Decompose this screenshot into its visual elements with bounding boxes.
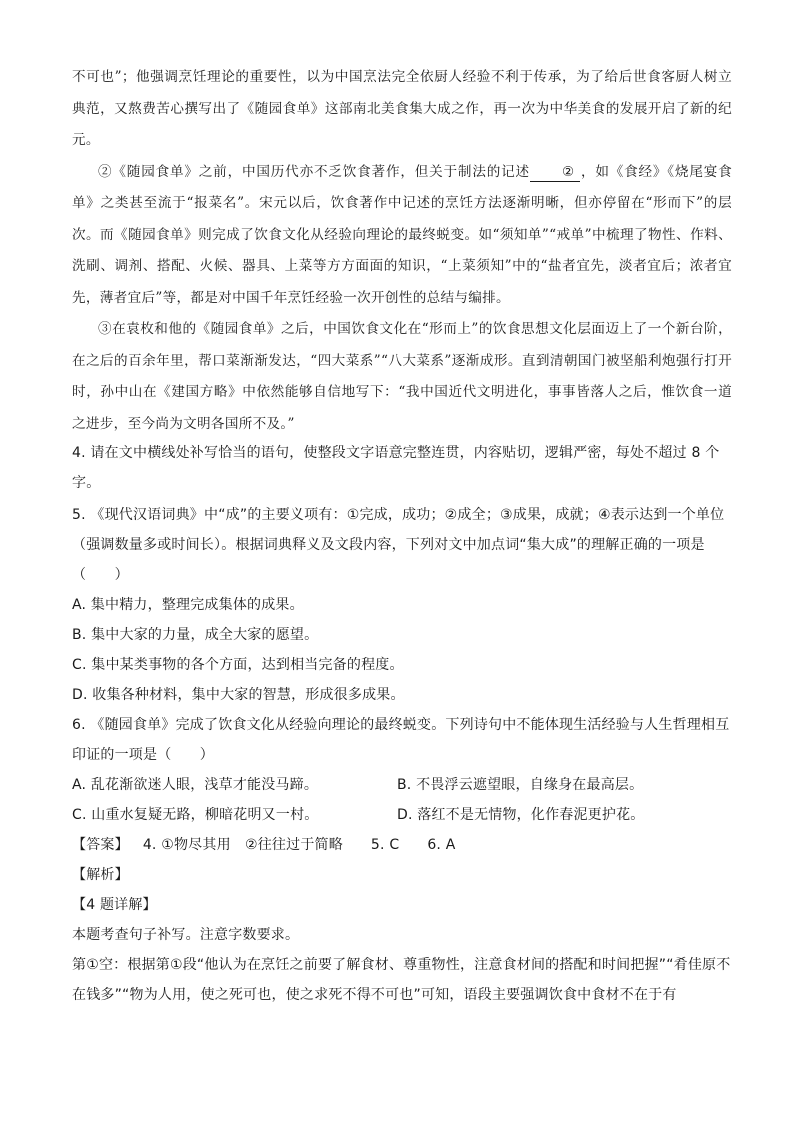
question-5-stem: 5. 《现代汉语词典》中“成”的主要义项有：①完成，成功；②成全；③成果，成就；④表示达到一个单位（强调数量多或时间长）。根据词典释义及文段内容，下列对文中加点词“集大成”的理解正确的一项是（ ） [72, 507, 725, 583]
answer-line [72, 830, 732, 860]
question-6-stem: 6. 《随园食单》完成了饮食文化从经验向理论的最终蜕变。下列诗句中不能体现生活经验与人生哲理相互印证的一项是（ ） [72, 717, 730, 763]
detail-text: 第①空：根据第①段“他认为在烹饪之前要了解食材、尊重物性，注意食材间的搭配和时间把握”“肴佳原不在钱多”“物为人用，使之死可也，使之求死不得不可也”可知，语段主要强调饮食中食材不在于有 [72, 957, 731, 1003]
paragraph-1-continued: 不可也”；他强调烹饪理论的重要性，以为中国烹法完全依厨人经验不利于传承，为了给后世食客厨人树立典范，又熬费苦心撰写出了《随园食单》这部南北美食集大成之作，再一次为中华美食的发展开启了新的纪元。 [72, 69, 732, 148]
question-6-options-row-1 [72, 770, 732, 800]
paragraph-3: ③在袁枚和他的《随园食单》之后，中国饮食文化在“形而上”的饮食思想文化层面迈上了一个新台阶，在之后的百余年里，帮口菜渐渐发达，“四大菜系”“八大菜系”逐渐成形。直到清朝国门被坚船利炮强行打开时，孙中山在《建国方略》中依然能够自信地写下：“我中国近代文明进化，事事皆落人之后，惟饮食一道之进步，至今尚为文明各国所不及。” [72, 321, 732, 432]
paragraph-2-before: ②《随园食单》之前，中国历代亦不乏饮食著作，但关于制法的记述 [98, 163, 530, 180]
question-6-option-c: C. 山重水复疑无路，柳暗花明又一村。 [72, 807, 319, 823]
reading-passage [72, 62, 732, 440]
question-6-option-b: B. 不畏浮云遮望眼，自缘身在最高层。 [397, 777, 644, 793]
answer-6: 6. A [427, 837, 456, 853]
question-5-option-d: D. 收集各种材料，集中大家的智慧，形成很多成果。 [72, 687, 405, 703]
questions-block [72, 438, 732, 1010]
question-5-option-c: C. 集中某类事物的各个方面，达到相当完备的程度。 [72, 657, 404, 673]
paragraph-2 [72, 157, 732, 315]
paragraph-2-after: ，如《食经》《烧尾宴食单》之类甚至流于“报菜名”。宋元以后，饮食著作中记述的烹饪方法逐渐明晰，但亦停留在“形而下”的层次。而《随园食单》则完成了饮食文化从经验向理论的最终蜕变。如“须知单”“戒单”中梳理了物性、作料、洗刷、调剂、搭配、火候、器具、上菜等方方面面的知识，“上菜须知”中的“盐者宜先，淡者宜后；浓者宜先，薄者宜后”等，都是对中国千年烹饪经验一次开创性的总结与编排。 [72, 163, 733, 306]
answer-label: 【答案】 [72, 837, 129, 853]
answer-5: 5. C [370, 837, 400, 853]
question-5-option-a: A. 集中精力，整理完成集体的成果。 [72, 597, 304, 613]
question-6-options-row-2 [72, 800, 732, 830]
question-4: 4. 请在文中横线处补写恰当的语句，使整段文字语意完整连贯，内容贴切，逻辑严密，每处不超过 8 个字。 [72, 445, 720, 491]
question-6-option-a: A. 乱花渐欲迷人眼，浅草才能没马蹄。 [72, 777, 319, 793]
question-5-option-b: B. 集中大家的力量，成全大家的愿望。 [72, 627, 319, 643]
detail-label: 【4 题详解】 [72, 897, 157, 913]
question-6-option-d: D. 落红不是无情物，化作春泥更护花。 [397, 807, 645, 823]
analysis-label: 【解析】 [72, 867, 129, 883]
answer-4: 4. ①物尽其用 ②往往过于简略 [142, 837, 343, 853]
fill-blank-2: ② [530, 163, 581, 182]
detail-intro: 本题考查句子补写。注意字数要求。 [72, 927, 300, 943]
